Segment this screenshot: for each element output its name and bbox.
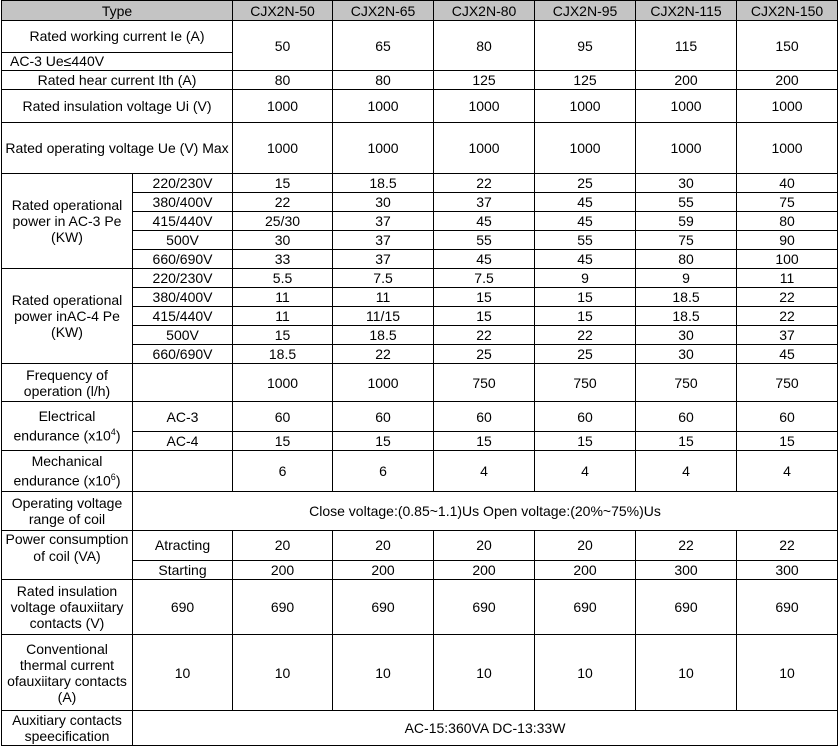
value-cell: 22	[636, 531, 737, 561]
value-cell: 20	[535, 531, 636, 561]
value-cell: 750	[737, 364, 838, 402]
type-header: Type	[2, 1, 233, 21]
value-cell: 80	[636, 250, 737, 269]
value-cell: 80	[434, 21, 535, 71]
row-aux-insulation-voltage	[2, 580, 838, 635]
value-cell: 150	[737, 21, 838, 71]
row-rated-insulation-voltage	[2, 90, 838, 123]
value-cell: 15	[233, 174, 333, 193]
value-cell: 125	[535, 71, 636, 90]
row-coil-voltage-range	[2, 492, 838, 531]
value-cell: 7.5	[434, 269, 535, 288]
value-cell: 45	[535, 250, 636, 269]
exponent: 4	[110, 427, 116, 438]
value-cell: 4	[737, 451, 838, 492]
value-cell: 15	[535, 307, 636, 326]
row-label	[2, 451, 133, 492]
value-cell: 60	[737, 402, 838, 432]
row-label: Auxitiary contacts speecification	[2, 711, 133, 746]
row-coil-power	[2, 531, 838, 561]
value-cell: 10	[535, 635, 636, 711]
value-cell: 690	[535, 580, 636, 635]
value-cell: 45	[434, 212, 535, 231]
header-row	[2, 1, 838, 21]
value-cell: 11	[333, 288, 434, 307]
value-cell: 20	[333, 531, 434, 561]
value-cell: 9	[636, 269, 737, 288]
value-cell: 55	[636, 193, 737, 212]
value-cell: 690	[233, 580, 333, 635]
voltage-cell: 380/400V	[133, 288, 233, 307]
voltage-cell: 500V	[133, 326, 233, 345]
value-cell: 1000	[434, 123, 535, 174]
value-cell: 45	[535, 212, 636, 231]
row-rated-operating-voltage	[2, 123, 838, 174]
row-aux-thermal-current	[2, 635, 838, 711]
value-cell: 59	[636, 212, 737, 231]
value-cell: 200	[434, 560, 535, 579]
value-cell: 15	[636, 432, 737, 451]
value-cell: 33	[233, 250, 333, 269]
value-cell: 37	[434, 193, 535, 212]
row-rated-working-current	[2, 21, 838, 71]
value-cell: 15	[233, 326, 333, 345]
value-cell: 25	[535, 174, 636, 193]
value-cell: 15	[333, 432, 434, 451]
rated-working-current-label	[2, 21, 233, 71]
value-cell: 300	[737, 560, 838, 579]
row-label: Rated insulation voltage ofauxiitary contacts (V)	[2, 580, 133, 635]
category-cell: AC-4	[133, 432, 233, 451]
value-cell: 7.5	[333, 269, 434, 288]
value-cell: 45	[535, 193, 636, 212]
value-cell: 1000	[737, 123, 838, 174]
value-cell: 750	[535, 364, 636, 402]
value-cell: 30	[636, 326, 737, 345]
value-cell: 4	[535, 451, 636, 492]
value-cell: 15	[434, 288, 535, 307]
value-cell: 22	[535, 326, 636, 345]
value-cell: 15	[737, 432, 838, 451]
exponent: 6	[110, 472, 116, 483]
row-label: Rated operating voltage Ue (V) Max	[2, 123, 233, 174]
value-cell: 690	[133, 580, 233, 635]
value-cell: 55	[535, 231, 636, 250]
voltage-cell: 660/690V	[133, 250, 233, 269]
value-cell: 80	[333, 71, 434, 90]
value-cell: 30	[233, 231, 333, 250]
value-cell: 30	[636, 174, 737, 193]
label-sub: AC-3 Ue≤440V	[2, 52, 232, 70]
row-rated-heat-current	[2, 71, 838, 90]
category-cell: AC-3	[133, 402, 233, 432]
value-cell: 690	[333, 580, 434, 635]
value-cell: 15	[434, 432, 535, 451]
value-cell: 37	[333, 250, 434, 269]
voltage-cell: 220/230V	[133, 174, 233, 193]
value-cell: 200	[233, 560, 333, 579]
value-cell: 80	[233, 71, 333, 90]
value-cell: 22	[737, 531, 838, 561]
value-cell: 4	[434, 451, 535, 492]
value-cell: 15	[434, 307, 535, 326]
value-cell: 1000	[333, 90, 434, 123]
category-cell: Atracting	[133, 531, 233, 561]
group-label: Rated operational power in AC-3 Pe (KW)	[2, 174, 133, 269]
value-cell: 4	[636, 451, 737, 492]
value-cell: 1000	[233, 364, 333, 402]
label-text: Mechanical endurance (x10	[13, 453, 111, 489]
empty-cell	[133, 451, 233, 492]
merged-value-cell: AC-15:360VA DC-13:33W	[133, 711, 838, 746]
value-cell: 10	[636, 635, 737, 711]
voltage-cell: 415/440V	[133, 212, 233, 231]
value-cell: 75	[737, 193, 838, 212]
value-cell: 11/15	[333, 307, 434, 326]
value-cell: 18.5	[233, 345, 333, 364]
value-cell: 18.5	[333, 174, 434, 193]
value-cell: 11	[233, 288, 333, 307]
value-cell: 45	[737, 345, 838, 364]
row-label: Frequency of operation (l/h)	[2, 364, 133, 402]
row-mechanical-endurance	[2, 451, 838, 492]
value-cell: 1000	[535, 123, 636, 174]
value-cell: 15	[233, 432, 333, 451]
value-cell: 40	[737, 174, 838, 193]
value-cell: 37	[333, 231, 434, 250]
label-end: )	[115, 472, 121, 489]
value-cell: 60	[636, 402, 737, 432]
value-cell: 1000	[535, 90, 636, 123]
voltage-cell: 220/230V	[133, 269, 233, 288]
model-header: CJX2N-150	[737, 1, 838, 21]
value-cell: 75	[636, 231, 737, 250]
merged-value-cell: Close voltage:(0.85~1.1)Us Open voltage:(20%~75%)Us	[133, 492, 838, 531]
row-label: Rated insulation voltage Ui (V)	[2, 90, 233, 123]
value-cell: 1000	[737, 90, 838, 123]
value-cell: 25	[535, 345, 636, 364]
label-end: )	[115, 427, 121, 444]
value-cell: 37	[333, 212, 434, 231]
value-cell: 1000	[434, 90, 535, 123]
model-header: CJX2N-95	[535, 1, 636, 21]
value-cell: 22	[434, 174, 535, 193]
value-cell: 15	[535, 288, 636, 307]
value-cell: 18.5	[636, 288, 737, 307]
row-frequency	[2, 364, 838, 402]
value-cell: 9	[535, 269, 636, 288]
voltage-cell: 500V	[133, 231, 233, 250]
model-header: CJX2N-80	[434, 1, 535, 21]
value-cell: 11	[737, 269, 838, 288]
value-cell: 690	[737, 580, 838, 635]
row-label: Operating voltage range of coil	[2, 492, 133, 531]
voltage-cell: 380/400V	[133, 193, 233, 212]
value-cell: 1000	[333, 123, 434, 174]
value-cell: 18.5	[333, 326, 434, 345]
value-cell: 750	[434, 364, 535, 402]
voltage-cell: 660/690V	[133, 345, 233, 364]
value-cell: 80	[737, 212, 838, 231]
row-electrical-endurance	[2, 402, 838, 432]
model-header: CJX2N-115	[636, 1, 737, 21]
value-cell: 22	[333, 345, 434, 364]
value-cell: 30	[636, 345, 737, 364]
row-power-ac3	[2, 174, 838, 193]
label-main: Rated working current Ie (A)	[29, 28, 205, 44]
value-cell: 6	[333, 451, 434, 492]
model-header: CJX2N-50	[233, 1, 333, 21]
value-cell: 300	[636, 560, 737, 579]
value-cell: 10	[434, 635, 535, 711]
value-cell: 60	[333, 402, 434, 432]
value-cell: 10	[233, 635, 333, 711]
value-cell: 22	[737, 307, 838, 326]
row-aux-spec	[2, 711, 838, 746]
value-cell: 20	[233, 531, 333, 561]
value-cell: 5.5	[233, 269, 333, 288]
value-cell: 200	[333, 560, 434, 579]
value-cell: 200	[535, 560, 636, 579]
label-text: Electrical endurance (x10	[13, 408, 111, 444]
value-cell: 22	[233, 193, 333, 212]
value-cell: 55	[434, 231, 535, 250]
value-cell: 22	[434, 326, 535, 345]
value-cell: 1000	[636, 90, 737, 123]
group-label: Power consumption of coil (VA)	[2, 531, 133, 580]
value-cell: 100	[737, 250, 838, 269]
value-cell: 30	[333, 193, 434, 212]
model-header: CJX2N-65	[333, 1, 434, 21]
group-label: Rated operational power inAC-4 Pe (KW)	[2, 269, 133, 364]
value-cell: 125	[434, 71, 535, 90]
value-cell: 200	[636, 71, 737, 90]
value-cell: 25/30	[233, 212, 333, 231]
value-cell: 37	[737, 326, 838, 345]
value-cell: 65	[333, 21, 434, 71]
value-cell: 18.5	[636, 307, 737, 326]
category-cell: Starting	[133, 560, 233, 579]
value-cell: 10	[737, 635, 838, 711]
row-label: Rated hear current Ith (A)	[2, 71, 233, 90]
value-cell: 45	[434, 250, 535, 269]
value-cell: 10	[133, 635, 233, 711]
value-cell: 25	[434, 345, 535, 364]
group-label	[2, 402, 133, 451]
value-cell: 60	[233, 402, 333, 432]
value-cell: 1000	[333, 364, 434, 402]
value-cell: 90	[737, 231, 838, 250]
value-cell: 750	[636, 364, 737, 402]
value-cell: 50	[233, 21, 333, 71]
value-cell: 60	[434, 402, 535, 432]
value-cell: 15	[535, 432, 636, 451]
value-cell: 20	[434, 531, 535, 561]
value-cell: 690	[434, 580, 535, 635]
value-cell: 60	[535, 402, 636, 432]
value-cell: 22	[737, 288, 838, 307]
value-cell: 95	[535, 21, 636, 71]
spec-table	[1, 0, 838, 746]
value-cell: 11	[233, 307, 333, 326]
value-cell: 1000	[233, 90, 333, 123]
row-label: Conventional thermal current ofauxiitary contacts (A)	[2, 635, 133, 711]
value-cell: 1000	[233, 123, 333, 174]
value-cell: 690	[636, 580, 737, 635]
empty-cell	[133, 364, 233, 402]
value-cell: 10	[333, 635, 434, 711]
row-power-ac4	[2, 269, 838, 288]
value-cell: 115	[636, 21, 737, 71]
value-cell: 6	[233, 451, 333, 492]
value-cell: 1000	[636, 123, 737, 174]
value-cell: 200	[737, 71, 838, 90]
voltage-cell: 415/440V	[133, 307, 233, 326]
